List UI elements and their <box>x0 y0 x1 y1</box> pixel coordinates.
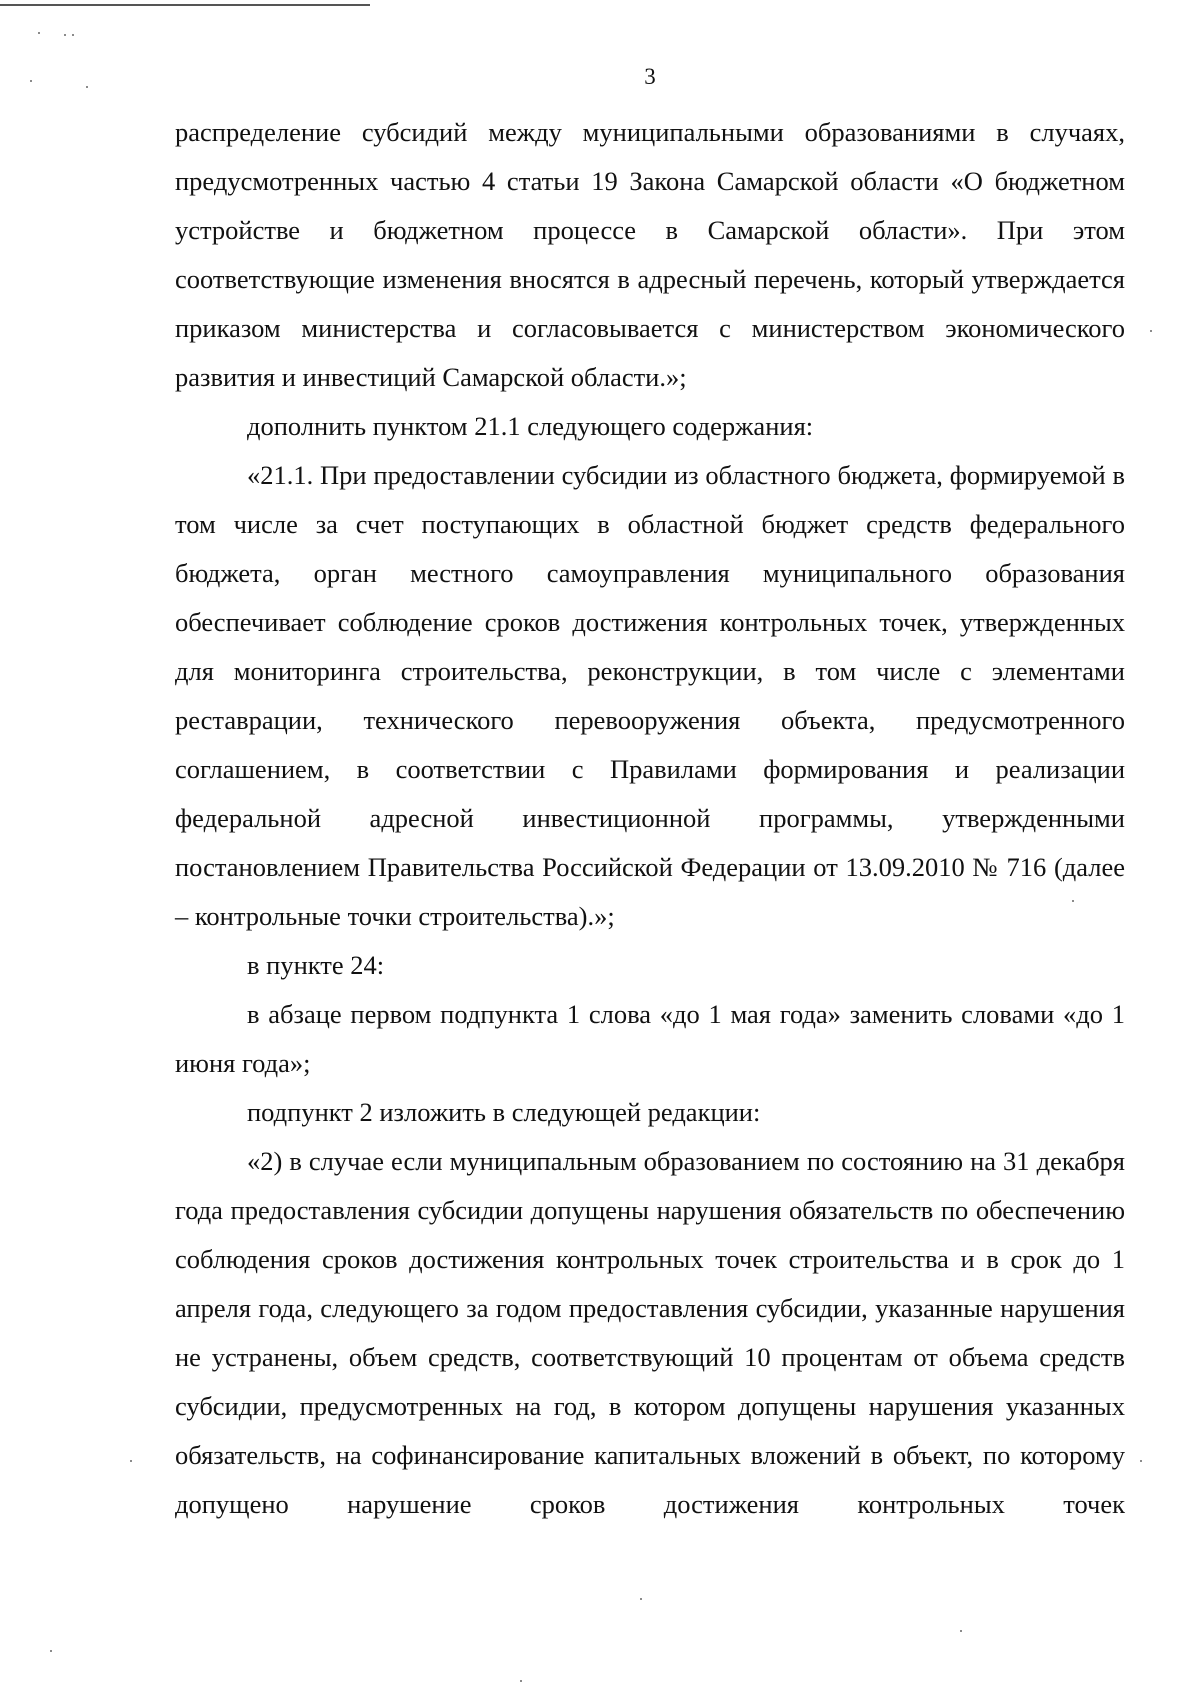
scan-speck <box>1150 330 1152 332</box>
paragraph-add-clause-21-1: дополнить пунктом 21.1 следующего содержания: <box>247 411 814 441</box>
paragraph-subclause-2-intro: подпункт 2 изложить в следующей редакции: <box>247 1097 761 1127</box>
paragraph-subclause-1-amendment: в абзаце первом подпункта 1 слова «до 1 мая года» заменить словами «до 1 июня года»; <box>175 999 1125 1078</box>
paragraph-clause-21-1: «21.1. При предоставлении субсидии из областного бюджета, формируемой в том числе за счет поступающих в областной бюджет средств федерального бюджета, орган местного самоуправления муниципального образования обеспечивает соблюдение сроков достижения контрольных точек, утвержденных для мониторинга строительства, реконструкции, в том числе с элементами реставрации, технического перевооружения объекта, предусмотренного соглашением, в соответствии с Правилами формирования и реализации федеральной адресной инвестиционной программы, утвержденными постановлением Правительства Российской Федерации от 13.09.2010 № 716 (далее – контрольные точки строительства).»; <box>175 460 1125 931</box>
scan-speck <box>38 32 40 34</box>
scan-speck <box>30 80 32 82</box>
paragraph-subsidy-distribution: распределение субсидий между муниципальными образованиями в случаях, предусмотренных частью 4 статьи 19 Закона Самарской области «О бюджетном устройстве и бюджетном процессе в Самарской области». При этом соответствующие изменения вносятся в адресный перечень, который утверждается приказом министерства и согласовывается с министерством экономического развития и инвестиций Самарской области.»; <box>175 117 1125 392</box>
scan-speck <box>130 1460 132 1462</box>
document-body <box>175 108 1125 1529</box>
paragraph-in-clause-24: в пункте 24: <box>247 950 385 980</box>
scan-speck <box>50 1650 52 1652</box>
scan-speck <box>86 86 88 88</box>
scan-speck <box>640 1598 642 1600</box>
page-number: 3 <box>644 64 656 89</box>
scan-speck <box>960 1630 962 1632</box>
scan-speck <box>1072 900 1074 902</box>
scan-top-edge-line <box>0 4 370 6</box>
scan-speck <box>520 1680 522 1682</box>
scan-speck <box>1140 1460 1142 1462</box>
scan-speck <box>64 34 66 36</box>
paragraph-subclause-2-text: «2) в случае если муниципальным образованием по состоянию на 31 декабря года предоставления субсидии допущены нарушения обязательств по обеспечению соблюдения сроков достижения контрольных точек строительства и в срок до 1 апреля года, следующего за годом предоставления субсидии, указанные нарушения не устранены, объем средств, соответствующий 10 процентам от объема средств субсидии, предусмотренных на год, в котором допущены нарушения указанных обязательств, на софинансирование капитальных вложений в объект, по которому допущено нарушение сроков достижения контрольных точек <box>175 1146 1125 1519</box>
scan-speck <box>72 34 74 36</box>
